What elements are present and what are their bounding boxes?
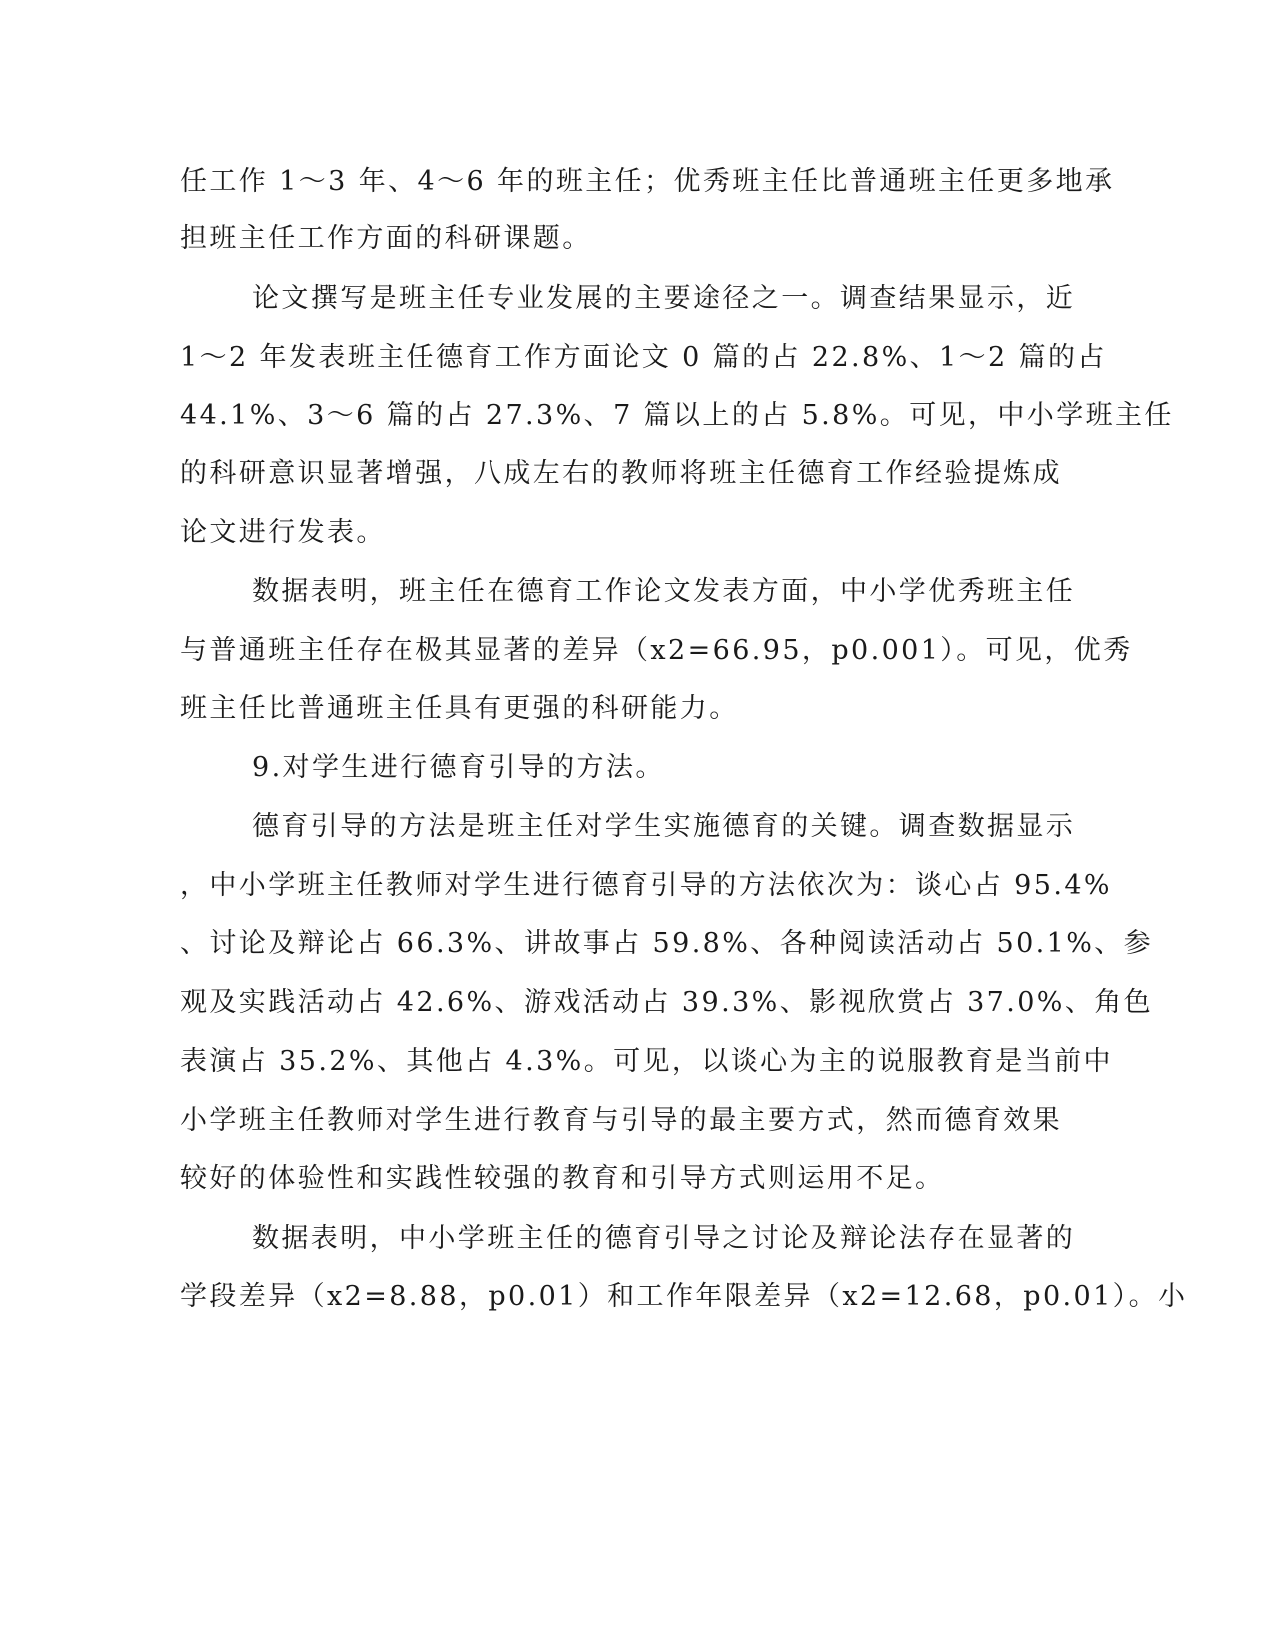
text-line: 、讨论及辩论占 66.3%、讲故事占 59.8%、各种阅读活动占 50.1%、参 — [180, 928, 1154, 959]
text-line: 班主任比普通班主任具有更强的科研能力。 — [180, 693, 739, 724]
paragraph-first-line: 数据表明，中小学班主任的德育引导之讨论及辩论法存在显著的 — [252, 1223, 1076, 1254]
text-line: 表演占 35.2%、其他占 4.3%。可见，以谈心为主的说服教育是当前中 — [180, 1046, 1113, 1077]
paragraph-first-line: 论文撰写是班主任专业发展的主要途径之一。调查结果显示，近 — [252, 283, 1076, 314]
text-line: 与普通班主任存在极其显著的差异（x2=66.95，p0.001）。可见，优秀 — [180, 635, 1133, 666]
text-line: 观及实践活动占 42.6%、游戏活动占 39.3%、影视欣赏占 37.0%、角色 — [180, 987, 1154, 1018]
text-line: ，中小学班主任教师对学生进行德育引导的方法依次为：谈心占 95.4% — [180, 870, 1112, 901]
text-line: 44.1%、3～6 篇的占 27.3%、7 篇以上的占 5.8%。可见，中小学班主任 — [180, 400, 1174, 431]
text-line: 小学班主任教师对学生进行教育与引导的最主要方式，然而德育效果 — [180, 1105, 1062, 1136]
text-line: 较好的体验性和实践性较强的教育和引导方式则运用不足。 — [180, 1163, 945, 1194]
text-line: 的科研意识显著增强，八成左右的教师将班主任德育工作经验提炼成 — [180, 458, 1062, 489]
paragraph-first-line: 德育引导的方法是班主任对学生实施德育的关键。调查数据显示 — [252, 811, 1076, 842]
text-line: 任工作 1～3 年、4～6 年的班主任；优秀班主任比普通班主任更多地承 — [180, 166, 1115, 197]
text-line: 1～2 年发表班主任德育工作方面论文 0 篇的占 22.8%、1～2 篇的占 — [180, 342, 1107, 373]
text-line: 论文进行发表。 — [180, 517, 386, 548]
text-line: 担班主任工作方面的科研课题。 — [180, 223, 592, 254]
section-heading: 9.对学生进行德育引导的方法。 — [252, 752, 665, 783]
paragraph-first-line: 数据表明，班主任在德育工作论文发表方面，中小学优秀班主任 — [252, 576, 1076, 607]
text-line: 学段差异（x2=8.88，p0.01）和工作年限差异（x2=12.68，p0.01）。小 — [180, 1281, 1188, 1312]
